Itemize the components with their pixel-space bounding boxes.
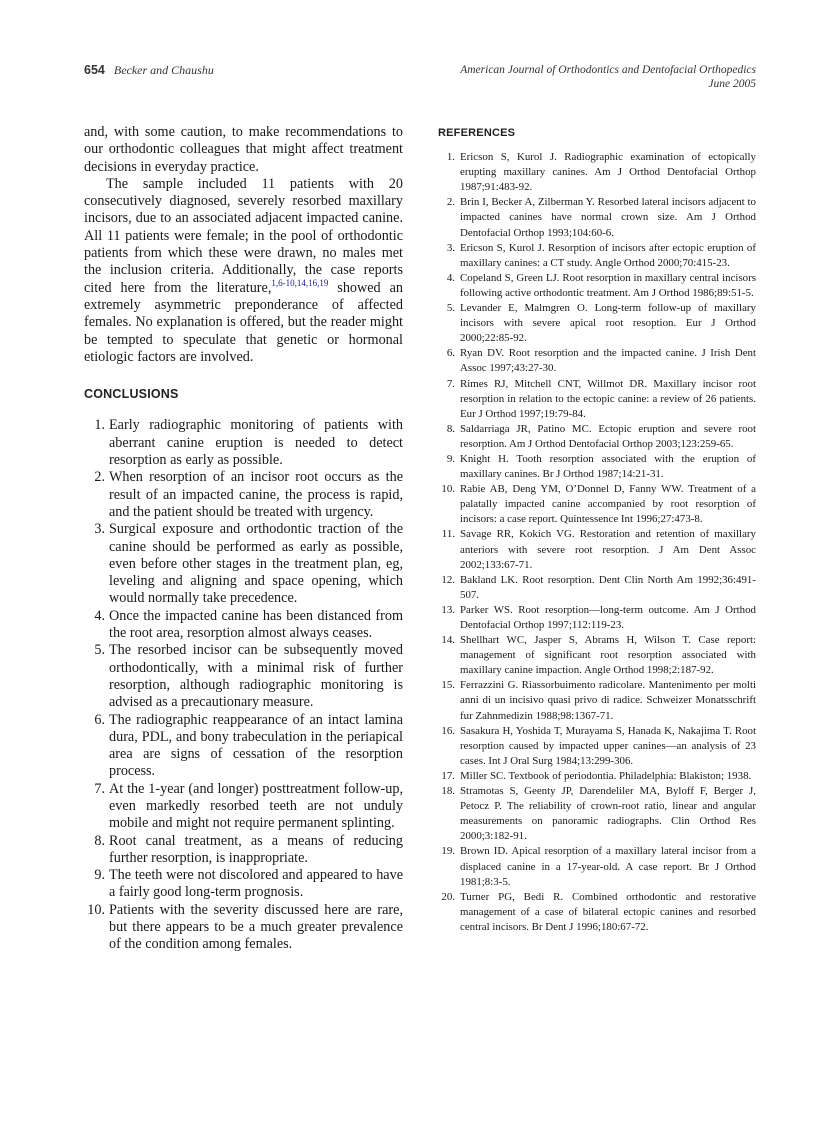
reference-number: 2. (446, 196, 455, 209)
reference-text: Rimes RJ, Mitchell CNT, Willmot DR. Maxillary incisor root resorption in relation to the ectopic canine: a review of 26 patients. Eur J Orthod 1997;19:79-84. (460, 377, 756, 420)
reference-text: Saldarriaga JR, Patino MC. Ectopic eruption and severe root resorption. Am J Orthod Dentofacial Orthop 2003;123:259-65. (460, 422, 756, 450)
references-heading: REFERENCES (438, 127, 516, 139)
reference-number: 12. (441, 573, 455, 586)
conclusion-item (84, 417, 403, 469)
paragraph-text: The sample included 11 patients with 20 consecutively diagnosed, severely resorbed maxillary incisors, due to an associated adjacent impacted canine. All 11 patients were female; in the pool of orthodontic patients from which these were drawn, no males met the inclusion criteria. Additionally, the case reports cited here from the literature, (84, 175, 403, 296)
reference-item (438, 784, 756, 844)
reference-number: 4. (446, 271, 455, 284)
body-paragraph (84, 176, 403, 366)
reference-text: Knight H. Tooth resorption associated with the eruption of maxillary canines. Br J Orthod 1987;14:21-31. (460, 452, 756, 481)
reference-item (438, 422, 756, 452)
reference-text: Sasakura H, Yoshida T, Murayama S, Hanada K, Nakajima T. Root resorption caused by impacted upper canines—an analysis of 23 cases. Int J Oral Surg 1984;13:299-306. (460, 724, 756, 767)
reference-number: 20. (441, 890, 455, 903)
reference-number: 16. (441, 724, 455, 737)
reference-item (438, 271, 756, 301)
reference-item (438, 890, 756, 935)
reference-text: Stramotas S, Geenty JP, Darendeliler MA, Byloff F, Berger J, Petocz P. The reliability of crown-root ratio, linear and angular measurements on panoramic radiographs. Clin Orthod Res 2000;3:182-91. (460, 785, 756, 843)
reference-number: 1. (446, 151, 455, 164)
conclusion-item (84, 642, 403, 711)
reference-text: Bakland LK. Root resorption. Dent Clin North Am 1992;36:491-507. (460, 573, 756, 601)
item-text: The teeth were not discolored and appeared to have a fairly good long-term prognosis. (109, 867, 403, 901)
reference-text: Copeland S, Green LJ. Root resorption in maxillary central incisors following active orthodontic treatment. Am J Orthod 1986;89:51-5. (460, 271, 756, 299)
reference-text: Parker WS. Root resorption—long-term outcome. Am J Orthod Dentofacial Orthop 1997;112:119-23. (460, 603, 756, 631)
reference-text: Brown ID. Apical resorption of a maxillary lateral incisor from a displaced canine in a 17-year-old. A case report. Br J Orthod 1981;8:3-5. (460, 845, 756, 888)
reference-number: 8. (446, 422, 455, 435)
conclusion-item (84, 469, 403, 521)
item-number: 10. (87, 901, 105, 918)
reference-text: Brin I, Becker A, Zilberman Y. Resorbed lateral incisors adjacent to impacted canines have normal crown size. Am J Orthod Dentofacial Orthop 1993;104:60-6. (460, 196, 756, 239)
reference-item (438, 150, 756, 195)
conclusions-list (84, 417, 403, 953)
reference-text: Turner PG, Bedi R. Combined orthodontic and restorative management of a case of bilateral ectopic canines and resorbed central incisors. Br Dent J 1996;180:67-72. (460, 890, 756, 933)
reference-item (438, 527, 756, 572)
citation-link[interactable]: 1,6-10,14,16,19 (271, 277, 329, 288)
item-text: At the 1-year (and longer) posttreatment follow-up, even markedly resorbed teeth are not unduly mobile and might not require permanent splinting. (109, 780, 403, 832)
reference-number: 10. (441, 483, 455, 496)
reference-item (438, 769, 756, 784)
reference-item (438, 603, 756, 633)
reference-text: Ericson S, Kurol J. Radiographic examination of ectopically erupting maxillary canines. Am J Orthod Dentofacial Orthop 1987;91:483-92. (460, 151, 756, 194)
item-text: Early radiographic monitoring of patients with aberrant canine eruption is needed to detect resorption as early as possible. (109, 417, 403, 469)
item-number: 1. (94, 417, 105, 434)
conclusion-item (84, 867, 403, 902)
reference-text: Ryan DV. Root resorption and the impacted canine. J Irish Dent Assoc 1997;43:27-30. (460, 347, 756, 375)
reference-text: Savage RR, Kokich VG. Restoration and retention of maxillary anteriors with severe root resorption. J Am Dent Assoc 2002;133:67-71. (460, 528, 756, 571)
reference-item (438, 377, 756, 422)
reference-item (438, 195, 756, 240)
item-number: 6. (94, 711, 105, 728)
running-head (84, 63, 756, 93)
page-number: 654 (84, 63, 105, 77)
item-number: 8. (94, 832, 105, 849)
reference-item (438, 633, 756, 678)
reference-text: Ferrazzini G. Riassorbuimento radicolare. Mantenimento per molti anni di un incisivo quasi privo di radice. Schweizer Monatsschrift fur Zahnmedizin 1988;98:1367-71. (460, 679, 756, 722)
item-text: The radiographic reappearance of an intact lamina dura, PDL, and bony trabeculation in the periapical area are signs of cessation of the resorption process. (109, 711, 403, 780)
left-column (84, 124, 403, 954)
reference-text: Shellhart WC, Jasper S, Abrams H, Wilson T. Case report: management of significant root resorption associated with maxillary canine impaction. Angle Orthod 1998;2:187-92. (460, 634, 756, 677)
reference-item (438, 844, 756, 889)
conclusions-heading: CONCLUSIONS (84, 387, 179, 402)
reference-item (438, 452, 756, 482)
reference-item (438, 724, 756, 769)
reference-number: 18. (441, 785, 455, 798)
item-number: 3. (94, 521, 105, 538)
item-number: 4. (94, 607, 105, 624)
item-text: Once the impacted canine has been distanced from the root area, resorption almost always ceases. (109, 607, 403, 642)
reference-text: Ericson S, Kurol J. Resorption of incisors after ectopic eruption of maxillary canines: a CT study. Angle Orthod 2000;70:415-23. (460, 241, 756, 269)
reference-number: 11. (441, 528, 455, 541)
reference-item (438, 241, 756, 271)
issue-date: June 2005 (708, 78, 756, 90)
reference-item (438, 573, 756, 603)
conclusion-item (84, 521, 403, 607)
conclusion-item (84, 712, 403, 781)
reference-number: 15. (441, 679, 455, 692)
body-paragraph: and, with some caution, to make recommendations to our orthodontic colleagues that might affect treatment decisions in everyday practice. (84, 124, 403, 175)
references-list (438, 150, 756, 935)
reference-item (438, 346, 756, 376)
conclusion-item (84, 781, 403, 833)
reference-number: 6. (446, 347, 455, 360)
journal-title: American Journal of Orthodontics and Dentofacial Orthopedics (460, 64, 756, 76)
reference-item (438, 482, 756, 527)
reference-number: 14. (441, 634, 455, 647)
reference-number: 7. (446, 377, 455, 390)
conclusion-item (84, 608, 403, 643)
paragraph-text: showed an extremely asymmetric preponderance of affected females. No explanation is offered, but the reader might be tempted to speculate that genetic or hormonal etiologic factors are involved. (84, 279, 403, 365)
item-text: When resorption of an incisor root occurs as the result of an impacted canine, the process is rapid, and the patient should be treated with urgency. (109, 469, 403, 520)
conclusion-item (84, 833, 403, 868)
reference-number: 3. (446, 241, 455, 254)
item-text: The resorbed incisor can be subsequently moved orthodontically, with a minimal risk of further resorption, although radiographic monitoring is advised as a precautionary measure. (109, 642, 403, 711)
reference-item (438, 301, 756, 346)
reference-text: Rabie AB, Deng YM, O’Donnel D, Fanny WW. Treatment of a palatally impacted canine accompanied by root resorption of incisors: a case report. Quintessence Int 1996;27:473-8. (460, 483, 756, 526)
reference-number: 19. (441, 845, 455, 858)
right-column (438, 124, 756, 935)
reference-number: 9. (446, 452, 455, 465)
running-head-authors: Becker and Chaushu (113, 63, 214, 77)
reference-number: 5. (446, 302, 455, 315)
item-number: 7. (94, 780, 105, 797)
reference-number: 13. (441, 603, 455, 616)
item-text: Surgical exposure and orthodontic traction of the canine should be performed as early as possible, even before other stages in the treatment plan, eg, leveling and aligning and space opening, which would normally take precedence. (109, 521, 403, 607)
reference-item (438, 678, 756, 723)
item-number: 9. (94, 867, 105, 884)
reference-number: 17. (441, 769, 455, 782)
item-text: Root canal treatment, as a means of reducing further resorption, is inappropriate. (109, 832, 403, 866)
running-head-right (460, 63, 756, 91)
conclusion-item (84, 902, 403, 954)
reference-text: Levander E, Malmgren O. Long-term follow-up of maxillary incisors with severe apical root resoption. Eur J Orthod 2000;22:85-92. (460, 302, 756, 345)
reference-text: Miller SC. Textbook of periodontia. Philadelphia: Blakiston; 1938. (460, 769, 752, 782)
item-text: Patients with the severity discussed here are rare, but there appears to be a much greater prevalence of the condition among females. (109, 901, 403, 953)
running-head-left (84, 63, 214, 78)
item-number: 2. (94, 469, 105, 486)
item-number: 5. (94, 642, 105, 659)
